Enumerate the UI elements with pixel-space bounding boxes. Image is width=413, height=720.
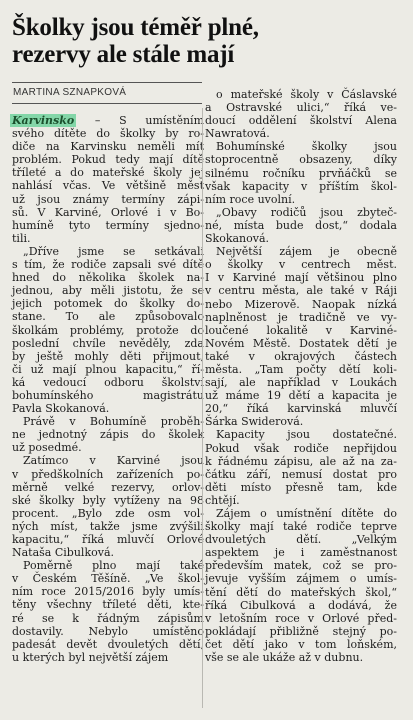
text-line: né, místa bude dost,“ dodala bbox=[205, 218, 397, 232]
text-line: svého dítěte do školky by ro- bbox=[12, 127, 204, 141]
text-line: však kapacity v příštím škol- bbox=[205, 179, 397, 193]
text-line: už máme 19 dětí a kapacita je bbox=[205, 389, 397, 403]
text-line: procent. „Bylo zde osm vol- bbox=[12, 506, 204, 520]
author-rule-top bbox=[12, 82, 202, 83]
text-line: Nataša Cibulková. bbox=[12, 546, 114, 560]
text-line: v Českém Těšíně. „Ve škol- bbox=[12, 572, 204, 586]
text-line: především matek, což se pro- bbox=[205, 559, 397, 573]
text-line: tění dětí do mateřských škol,“ bbox=[205, 585, 397, 599]
text-line: sají, ale například v Loukách bbox=[205, 376, 397, 390]
text-line: Kapacity jsou dostatečné. bbox=[216, 428, 397, 442]
text-line: měrně velké rezervy, orlov- bbox=[12, 480, 204, 494]
text-line: ské školky byly vytíženy na 98 bbox=[12, 493, 204, 507]
text-line: Nawratová. bbox=[205, 127, 270, 141]
text-line: ním roce uvolní. bbox=[205, 192, 296, 206]
keyword-highlight: Karvinsko bbox=[12, 114, 75, 127]
text-line: jednou, aby měli jistotu, že se bbox=[12, 284, 204, 298]
text-line: ne jednotný zápis do školek bbox=[12, 428, 204, 442]
text-line: Karvinsko – S umístěním bbox=[12, 114, 204, 127]
text-line: by ještě mohly děti přijmout, bbox=[12, 349, 204, 363]
text-line: Poměrně plno mají také bbox=[23, 559, 204, 573]
text-line: k řádnému zápisu, ale až na za- bbox=[205, 454, 397, 468]
author-rule-bottom bbox=[12, 103, 202, 104]
text-line: v letošním roce v Orlové před- bbox=[205, 611, 397, 625]
text-line: „Dříve jsme se setkávali bbox=[23, 244, 204, 258]
text-line: školky mají také rodiče teprve bbox=[205, 520, 397, 534]
text-line: nahlásí včas. Ve většině měst bbox=[12, 179, 204, 193]
text-line: naplněnost je tradičně ve vy- bbox=[205, 310, 397, 324]
article-column-right bbox=[205, 88, 397, 664]
text-line: s tím, že rodiče zapsali své dítě bbox=[12, 258, 204, 272]
text-line: Bohumínské školky jsou bbox=[216, 140, 397, 154]
column-divider bbox=[202, 108, 203, 708]
text-line: jejich potomek do školky do- bbox=[12, 297, 204, 311]
headline bbox=[12, 14, 407, 68]
text-line: města. „Tam počty dětí koli- bbox=[205, 362, 397, 376]
text-line: pokládají přibližně stejný po- bbox=[205, 624, 397, 638]
text-line: diče na Karvinsku neměli mít bbox=[12, 140, 204, 154]
text-line: hned do několika školek na- bbox=[12, 271, 204, 285]
headline-line-1: Školky jsou téměř plné, bbox=[12, 14, 259, 41]
text-line: doucí oddělení školství Alena bbox=[205, 114, 397, 128]
text-line: vše se ale ukáže až v dubnu. bbox=[205, 651, 364, 665]
text-line: aspektem je i zaměstnanost bbox=[205, 546, 397, 560]
text-line: tili. bbox=[12, 231, 31, 245]
text-line: Zatímco v Karviné jsou bbox=[23, 454, 204, 468]
text-line: ných míst, takže jsme zvýšili bbox=[12, 519, 204, 533]
text-line: také v okrajových částech bbox=[205, 349, 397, 363]
text-line: a Ostravské ulici,“ říká ve- bbox=[205, 101, 397, 115]
text-line: či už mají plnou kapacitu,“ ří- bbox=[12, 362, 204, 376]
text-line: bohumínského magistrátu bbox=[12, 388, 204, 402]
text-line: o školky v centrech měst. bbox=[205, 258, 397, 272]
text-line: problém. Pokud tedy mají dítě bbox=[12, 153, 204, 167]
text-line: čátku září, nemusí dostat pro bbox=[205, 467, 397, 481]
text-line: dostavily. Nebylo umístěno bbox=[12, 624, 204, 638]
text-line: 20,“ říká karvinská mluvčí bbox=[205, 402, 397, 416]
text-line: už jsou známy termíny zápi- bbox=[12, 192, 204, 206]
text-line: Skokanová. bbox=[205, 232, 270, 246]
text-line: I v Karviné mají většinou plno bbox=[205, 271, 397, 285]
text-line: humíně tyto termíny sjedno- bbox=[12, 218, 204, 232]
text-line: poslední chvíle nevěděly, zda bbox=[12, 336, 204, 350]
text-line: Právě v Bohumíně proběh- bbox=[23, 415, 204, 429]
text-line: děti místo přesně tam, kde bbox=[205, 480, 397, 494]
text-line: u kterých byl největší zájem bbox=[12, 650, 169, 664]
text-line: Novém Městě. Dostatek dětí je bbox=[205, 336, 397, 350]
text-line: stoprocentně obsazeny, díky bbox=[205, 153, 397, 167]
text-line: Pavla Skokanová. bbox=[12, 402, 110, 416]
text-line: v centru města, ale také v Ráji bbox=[205, 284, 397, 298]
text-line: ré se k řádným zápisům bbox=[12, 611, 204, 625]
text-line: říká Cibulková a dodává, že bbox=[205, 598, 397, 612]
text-line: „Obavy rodičů jsou zbyteč- bbox=[216, 205, 397, 219]
text-line: čet dětí jako v tom loňském, bbox=[205, 637, 397, 651]
text-line: loučené lokalitě v Karviné- bbox=[205, 323, 397, 337]
author-byline: MARTINA SZNAPKOVÁ bbox=[13, 87, 127, 98]
text-line: nebo Mizerově. Naopak nízká bbox=[205, 297, 397, 311]
text-line: dvouletých dětí. „Velkým bbox=[205, 533, 397, 547]
text-line: padesát devět dvouletých dětí, bbox=[12, 637, 204, 651]
text-line: školkám problémy, protože do bbox=[12, 323, 204, 337]
text-line: sů. V Karviné, Orlové i v Bo- bbox=[12, 205, 204, 219]
text-line: Šárka Swiderová. bbox=[205, 415, 304, 429]
text-line: Zájem o umístnění dítěte do bbox=[216, 507, 397, 520]
text-line: o mateřské školy v Čáslavské bbox=[216, 88, 397, 101]
text-line: těny všechny tříleté děti, kte- bbox=[12, 598, 204, 612]
headline-line-2: rezervy ale stále mají bbox=[12, 41, 235, 68]
text-line: stane. To ale způsobovalo bbox=[12, 310, 204, 324]
article-column-left bbox=[12, 114, 204, 664]
text-line: už posedmé. bbox=[12, 441, 82, 455]
text-line: Pokud však rodiče nepřijdou bbox=[205, 441, 397, 455]
text-line: ká vedoucí odboru školství bbox=[12, 375, 204, 389]
text-line: kapacitu,“ říká mluvčí Orlové bbox=[12, 533, 204, 546]
text-line: ním roce 2015/2016 byly umís- bbox=[12, 585, 204, 599]
text-line: jevuje vyšším zájmem o umís- bbox=[205, 572, 397, 586]
text-line: chtějí. bbox=[205, 493, 240, 507]
text-line: Největší zájem je obecně bbox=[216, 245, 397, 259]
text-line: tříleté a do mateřské školy jej bbox=[12, 166, 204, 180]
text-line: v předškolních zařízeních po- bbox=[12, 467, 204, 481]
text-line: silnému ročníku prvňáčků se bbox=[205, 166, 397, 180]
